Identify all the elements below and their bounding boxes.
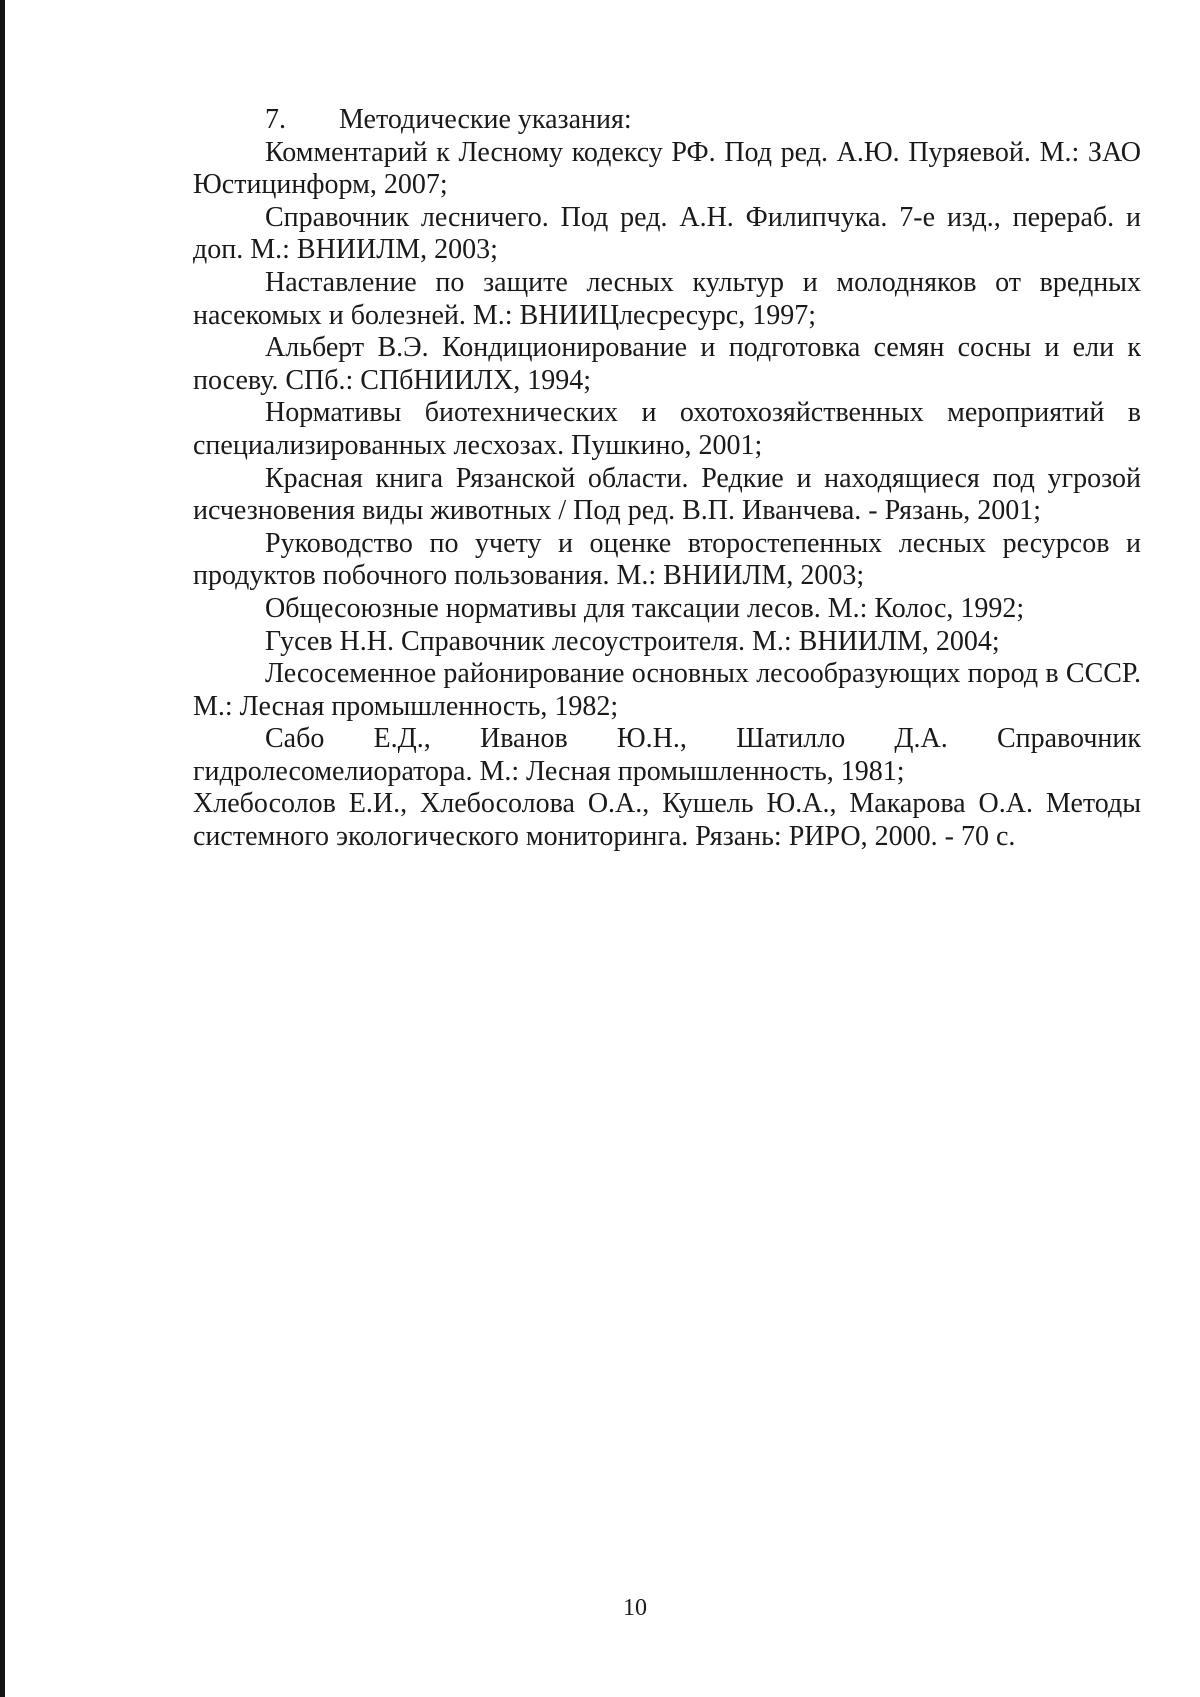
text-block bbox=[193, 104, 1141, 854]
reference-item: Гусев Н.Н. Справочник лесоустроителя. М.: ВНИИЛМ, 2004; bbox=[265, 625, 1000, 657]
reference-item: Хлебосолов Е.И., Хлебосолова О.А., Кушель Ю.А., Макарова О.А. Методы системного экологического мониторинга. Рязань: РИРО, 2000. - 70 с. bbox=[193, 788, 1141, 853]
section-title: Методические указания: bbox=[339, 104, 632, 135]
reference-item: Комментарий к Лесному кодексу РФ. Под ред. А.Ю. Пуряевой. М.: ЗАО Юстицинформ, 2007; bbox=[193, 136, 1141, 201]
reference-item: Красная книга Рязанской области. Редкие и находящиеся под угрозой исчезновения виды животных / Под ред. В.П. Иванчева. - Рязань, 2001; bbox=[193, 462, 1141, 527]
section-heading bbox=[193, 104, 1141, 137]
section-number: 7. bbox=[265, 104, 286, 135]
reference-item: Справочник лесничего. Под ред. А.Н. Филипчука. 7-е изд., перераб. и доп. М.: ВНИИЛМ, 2003; bbox=[193, 201, 1141, 266]
reference-item: Нормативы биотехнических и охотохозяйственных мероприятий в специализированных лесхозах. Пушкино, 2001; bbox=[193, 397, 1141, 461]
page-number: 10 bbox=[623, 1595, 647, 1621]
reference-item: Альберт В.Э. Кондиционирование и подготовка семян сосны и ели к посеву. СПб.: СПбНИИЛХ, 1994; bbox=[193, 332, 1141, 396]
reference-item: Наставление по защите лесных культур и молодняков от вредных насекомых и болезней. М.: ВНИИЦлесресурс, 1997; bbox=[193, 266, 1141, 331]
reference-item: Лесосеменное районирование основных лесообразующих пород в СССР. М.: Лесная промышленность, 1982; bbox=[193, 658, 1141, 722]
reference-item: Сабо Е.Д., Иванов Ю.Н., Шатилло Д.А. Справочник гидролесомелиоратора. М.: Лесная промышленность, 1981; bbox=[193, 723, 1141, 787]
reference-item: Общесоюзные нормативы для таксации лесов. М.: Колос, 1992; bbox=[265, 592, 1025, 624]
reference-item: Руководство по учету и оценке второстепенных лесных ресурсов и продуктов побочного пользования. М.: ВНИИЛМ, 2003; bbox=[193, 527, 1141, 592]
